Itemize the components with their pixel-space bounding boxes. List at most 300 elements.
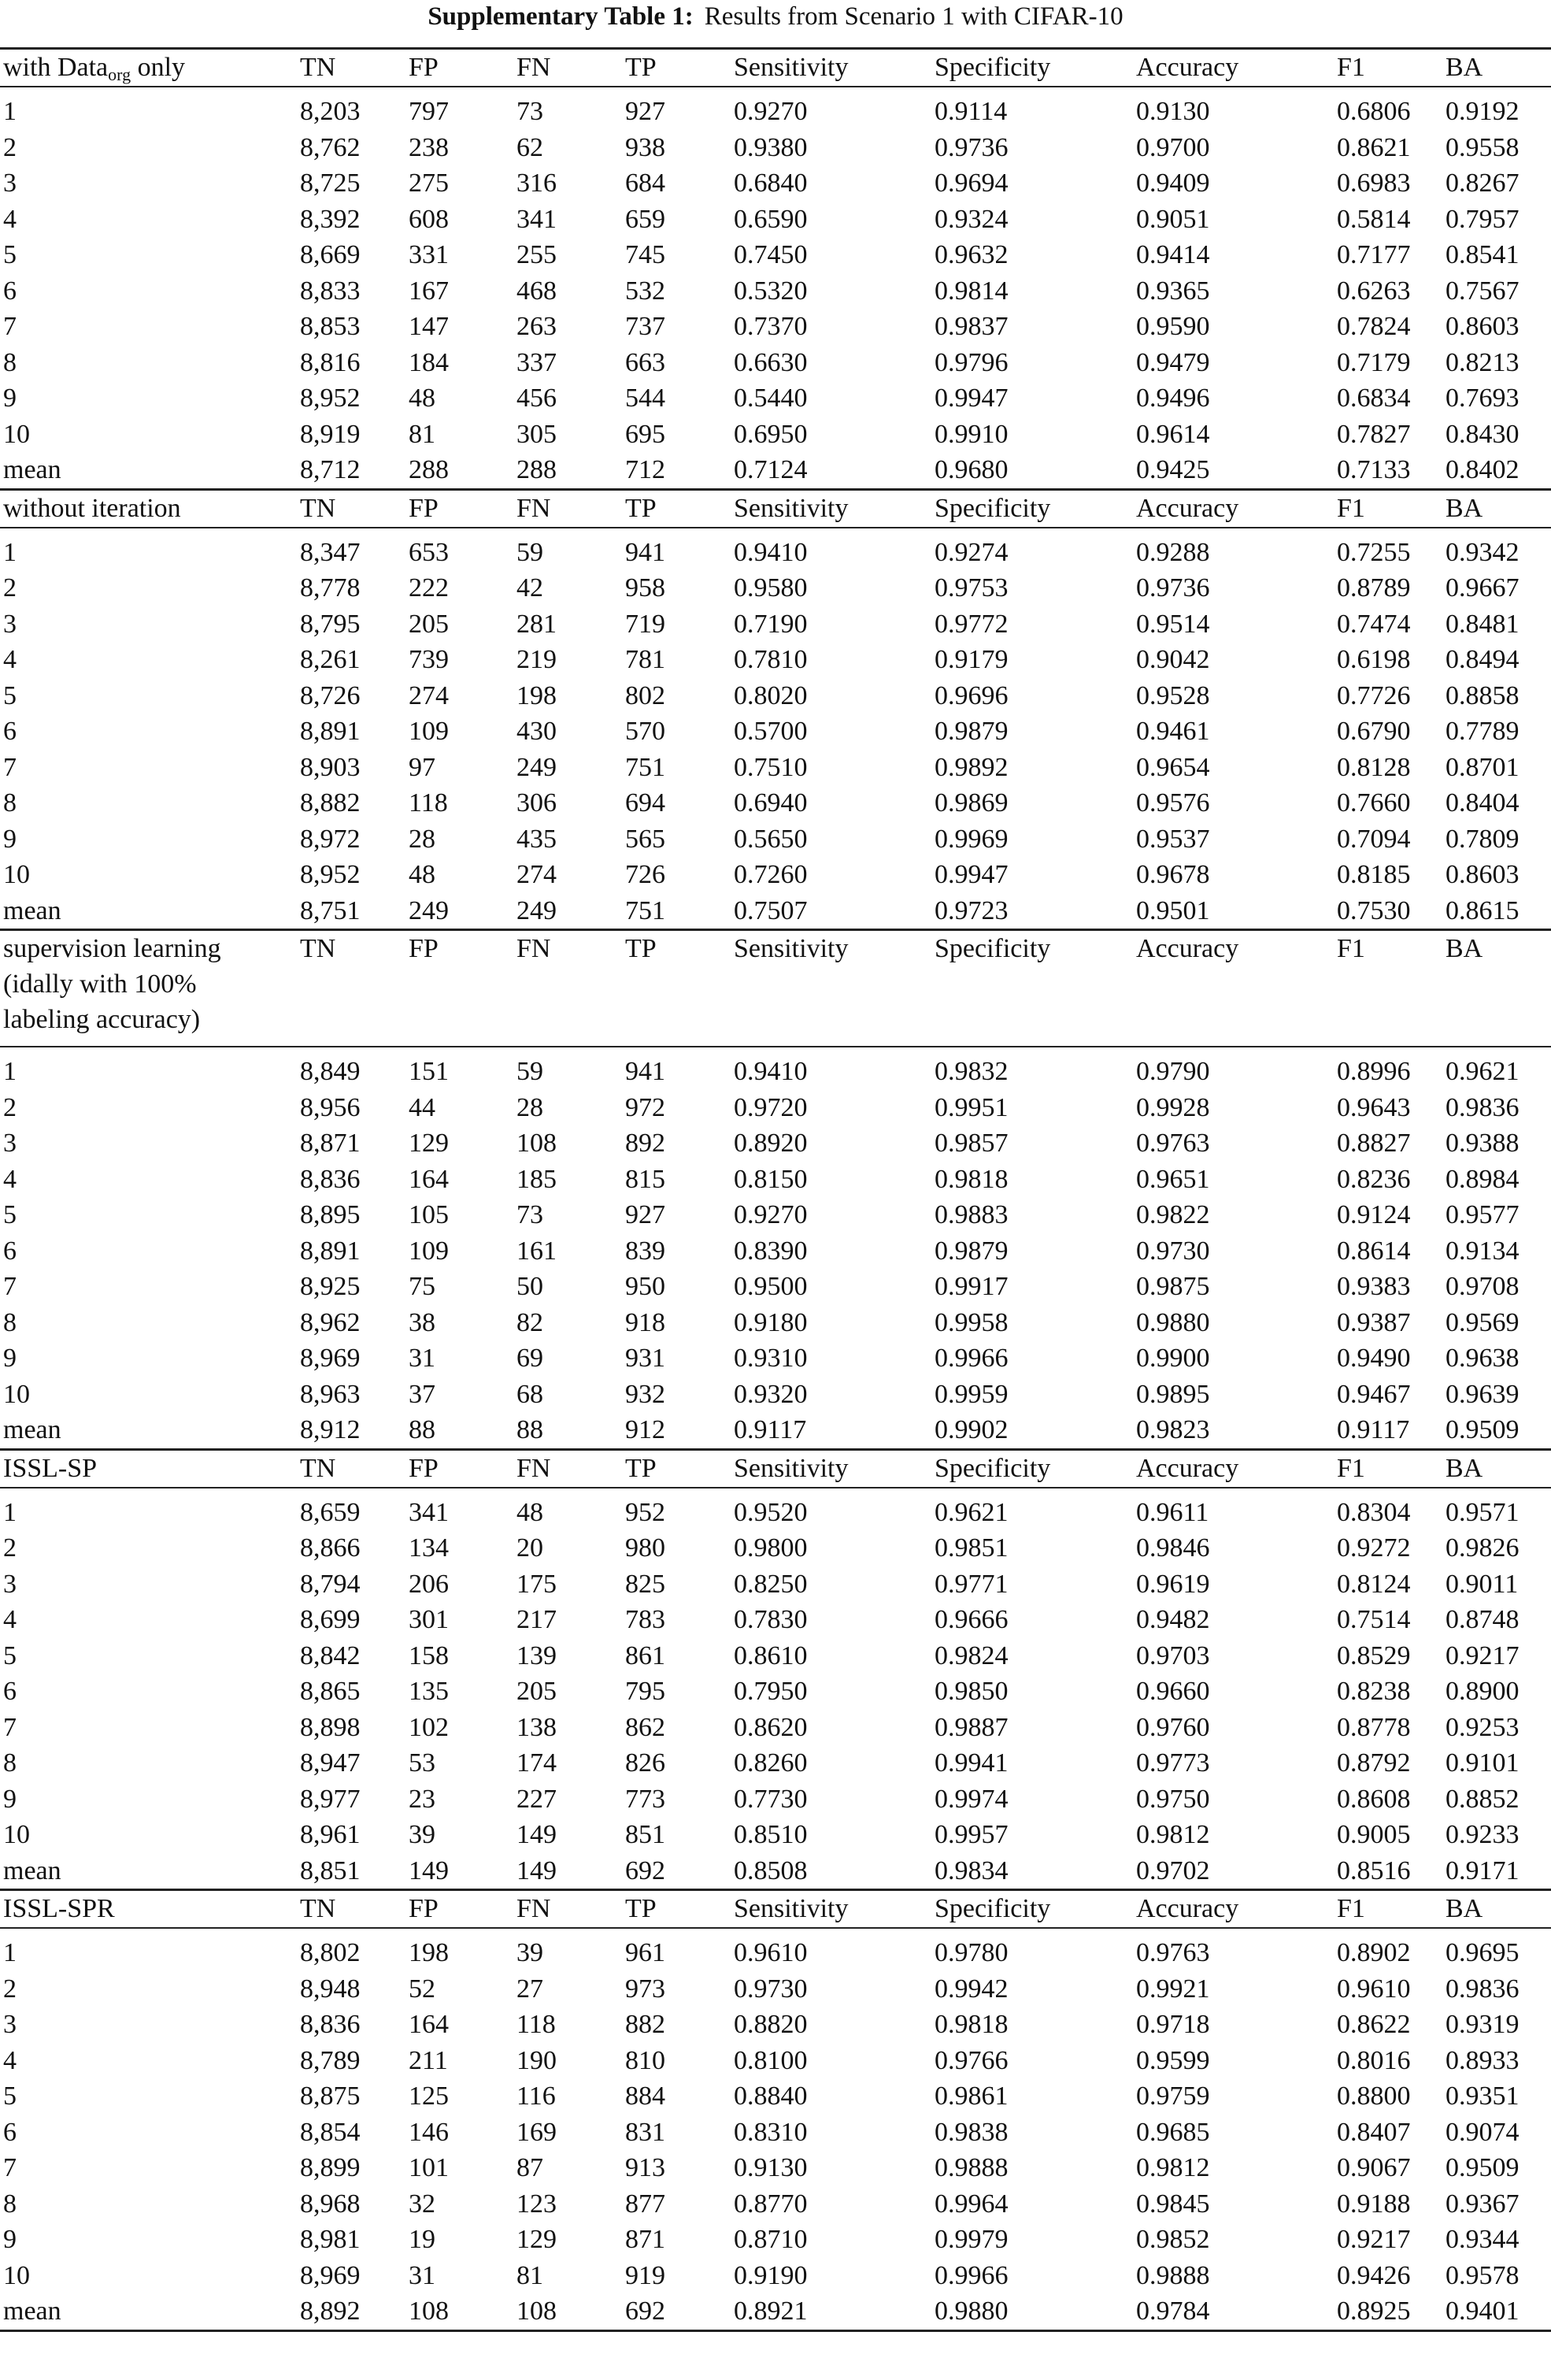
cell-ba: 0.8615 [1446, 895, 1520, 925]
cell-specificity: 0.9917 [935, 1272, 1009, 1301]
cell-ba: 0.9836 [1446, 1974, 1520, 2004]
cell-fp: 135 [409, 1677, 449, 1706]
section-title: ISSL-SP [3, 1453, 98, 1483]
cell-sensitivity: 0.9500 [734, 1272, 808, 1301]
column-header-fn: FN [516, 493, 551, 523]
cell-tn: 8,977 [300, 1784, 361, 1814]
cell-sensitivity: 0.8710 [734, 2225, 808, 2254]
cell-sensitivity: 0.7507 [734, 895, 808, 925]
cell-fp: 105 [409, 1200, 449, 1229]
cell-ba: 0.8494 [1446, 645, 1520, 674]
cell-ba: 0.9578 [1446, 2260, 1520, 2290]
cell-sensitivity: 0.8100 [734, 2045, 808, 2075]
cell-f1: 0.8902 [1337, 1938, 1411, 1967]
cell-fp: 653 [409, 537, 449, 567]
cell-accuracy: 0.9875 [1136, 1272, 1210, 1301]
cell-fn: 139 [516, 1640, 557, 1670]
cell-ba: 0.9342 [1446, 537, 1520, 567]
cell-specificity: 0.9838 [935, 2117, 1009, 2147]
table-row [0, 1638, 1551, 1674]
cell-tn: 8,854 [300, 2117, 361, 2147]
cell-accuracy: 0.9759 [1136, 2082, 1210, 2111]
mean-row [0, 2293, 1551, 2330]
table-row [0, 750, 1551, 786]
cell-fp: 288 [409, 455, 449, 484]
cell-tp: 826 [625, 1748, 665, 1778]
cell-accuracy: 0.9823 [1136, 1415, 1210, 1444]
cell-tp: 751 [625, 752, 665, 782]
cell-ba: 0.9667 [1446, 573, 1520, 602]
cell-sensitivity: 0.8840 [734, 2082, 808, 2111]
cell-tn: 8,751 [300, 895, 361, 925]
cell-specificity: 0.9959 [935, 1379, 1009, 1409]
cell-accuracy: 0.9654 [1136, 752, 1210, 782]
cell-tn: 8,972 [300, 824, 361, 854]
table-row [0, 2222, 1551, 2258]
cell-accuracy: 0.9461 [1136, 717, 1210, 746]
cell-ba: 0.9401 [1446, 2297, 1520, 2326]
cell-ba: 0.8267 [1446, 169, 1520, 198]
cell-specificity: 0.9883 [935, 1200, 1009, 1229]
cell-specificity: 0.9958 [935, 1307, 1009, 1337]
cell-tn: 8,947 [300, 1748, 361, 1778]
cell-accuracy: 0.9822 [1136, 1200, 1210, 1229]
cell-ba: 0.8603 [1446, 312, 1520, 341]
cell-fp: 75 [409, 1272, 435, 1301]
column-header-accuracy: Accuracy [1136, 493, 1239, 523]
cell-tp: 694 [625, 788, 665, 817]
row-label: 2 [3, 573, 17, 602]
cell-sensitivity: 0.9180 [734, 1307, 808, 1337]
cell-ba: 0.8213 [1446, 347, 1520, 377]
cell-fn: 48 [516, 1497, 543, 1527]
cell-accuracy: 0.9365 [1136, 276, 1210, 306]
cell-accuracy: 0.9409 [1136, 169, 1210, 198]
table-row [0, 1162, 1551, 1198]
section-header [0, 50, 1551, 87]
cell-fp: 53 [409, 1748, 435, 1778]
cell-fp: 211 [409, 2045, 448, 2075]
cell-f1: 0.8516 [1337, 1855, 1411, 1885]
cell-fp: 151 [409, 1057, 449, 1086]
cell-accuracy: 0.9703 [1136, 1640, 1210, 1670]
cell-tn: 8,981 [300, 2225, 361, 2254]
cell-tp: 973 [625, 1974, 665, 2004]
cell-fn: 108 [516, 1129, 557, 1158]
cell-specificity: 0.9902 [935, 1415, 1009, 1444]
cell-accuracy: 0.9763 [1136, 1129, 1210, 1158]
cell-f1: 0.7660 [1337, 788, 1411, 817]
table-row [0, 2150, 1551, 2186]
cell-tn: 8,952 [300, 384, 361, 413]
table-row [0, 535, 1551, 571]
cell-sensitivity: 0.7830 [734, 1605, 808, 1634]
cell-specificity: 0.9696 [935, 680, 1009, 710]
cell-tp: 861 [625, 1640, 665, 1670]
cell-sensitivity: 0.9730 [734, 1974, 808, 2004]
cell-fn: 316 [516, 169, 557, 198]
cell-tp: 810 [625, 2045, 665, 2075]
cell-tp: 781 [625, 645, 665, 674]
cell-fn: 69 [516, 1344, 543, 1373]
cell-fn: 255 [516, 240, 557, 269]
cell-f1: 0.8238 [1337, 1677, 1411, 1706]
cell-fp: 739 [409, 645, 449, 674]
row-label: 5 [3, 1640, 17, 1670]
column-header-ba: BA [1446, 53, 1483, 82]
column-header-tn: TN [300, 493, 336, 523]
cell-accuracy: 0.9852 [1136, 2225, 1210, 2254]
column-header-ba: BA [1446, 1894, 1483, 1923]
cell-fn: 129 [516, 2225, 557, 2254]
cell-specificity: 0.9947 [935, 384, 1009, 413]
row-label: 8 [3, 788, 17, 817]
cell-accuracy: 0.9619 [1136, 1569, 1210, 1599]
cell-fn: 274 [516, 860, 557, 889]
cell-specificity: 0.9969 [935, 824, 1009, 854]
cell-fn: 161 [516, 1236, 557, 1266]
cell-tn: 8,802 [300, 1938, 361, 1967]
cell-fp: 164 [409, 2010, 449, 2039]
cell-fn: 249 [516, 895, 557, 925]
cell-tp: 839 [625, 1236, 665, 1266]
cell-tn: 8,762 [300, 132, 361, 162]
cell-f1: 0.9490 [1337, 1344, 1411, 1373]
row-label: 10 [3, 419, 30, 449]
row-label: 10 [3, 1820, 30, 1849]
cell-f1: 0.7514 [1337, 1605, 1411, 1634]
cell-ba: 0.9101 [1446, 1748, 1520, 1778]
column-header-sensitivity: Sensitivity [734, 1453, 849, 1483]
row-label: 3 [3, 1569, 17, 1599]
cell-specificity: 0.9632 [935, 240, 1009, 269]
cell-tn: 8,261 [300, 645, 361, 674]
cell-tp: 892 [625, 1129, 665, 1158]
header-row [0, 491, 1551, 527]
cell-tn: 8,891 [300, 717, 361, 746]
cell-f1: 0.8614 [1337, 1236, 1411, 1266]
section-header [0, 491, 1551, 528]
cell-f1: 0.8304 [1337, 1497, 1411, 1527]
cell-tp: 692 [625, 1855, 665, 1885]
cell-tn: 8,849 [300, 1057, 361, 1086]
column-header-f1: F1 [1337, 1453, 1365, 1483]
cell-sensitivity: 0.9130 [734, 2153, 808, 2182]
table-row [0, 1377, 1551, 1413]
caption-label: Supplementary Table 1: [428, 2, 694, 31]
cell-fp: 102 [409, 1712, 449, 1742]
cell-sensitivity: 0.7810 [734, 645, 808, 674]
cell-ba: 0.7789 [1446, 717, 1520, 746]
cell-accuracy: 0.9660 [1136, 1677, 1210, 1706]
cell-tn: 8,712 [300, 455, 361, 484]
table-row [0, 1971, 1551, 2007]
cell-f1: 0.7094 [1337, 824, 1411, 854]
cell-fp: 129 [409, 1129, 449, 1158]
row-label: 1 [3, 1497, 17, 1527]
cell-fn: 82 [516, 1307, 543, 1337]
cell-fn: 198 [516, 680, 557, 710]
cell-sensitivity: 0.6630 [734, 347, 808, 377]
table-row [0, 202, 1551, 238]
cell-sensitivity: 0.9580 [734, 573, 808, 602]
table-row [0, 785, 1551, 821]
column-header-f1: F1 [1337, 934, 1365, 963]
column-header-ba: BA [1446, 1453, 1483, 1483]
row-label: 8 [3, 347, 17, 377]
row-label: 7 [3, 1712, 17, 1742]
cell-tp: 825 [625, 1569, 665, 1599]
cell-f1: 0.7824 [1337, 312, 1411, 341]
cell-tn: 8,836 [300, 1164, 361, 1194]
table-row [0, 1090, 1551, 1126]
cell-tn: 8,956 [300, 1092, 361, 1122]
cell-accuracy: 0.9718 [1136, 2010, 1210, 2039]
cell-sensitivity: 0.9380 [734, 132, 808, 162]
row-label: mean [3, 1855, 61, 1885]
cell-accuracy: 0.9750 [1136, 1784, 1210, 1814]
cell-ba: 0.8984 [1446, 1164, 1520, 1194]
column-header-f1: F1 [1337, 493, 1365, 523]
cell-fn: 20 [516, 1533, 543, 1563]
cell-ba: 0.8430 [1446, 419, 1520, 449]
cell-fp: 222 [409, 573, 449, 602]
table-section [0, 47, 1551, 488]
cell-ba: 0.9134 [1446, 1236, 1520, 1266]
cell-specificity: 0.9771 [935, 1569, 1009, 1599]
section-title: without iteration [3, 493, 181, 523]
row-label: 1 [3, 1057, 17, 1086]
column-header-fn: FN [516, 934, 551, 963]
section-header [0, 1451, 1551, 1488]
cell-accuracy: 0.9812 [1136, 1820, 1210, 1849]
table-row [0, 2115, 1551, 2151]
cell-sensitivity: 0.5650 [734, 824, 808, 854]
row-label: 2 [3, 132, 17, 162]
row-label: 2 [3, 1092, 17, 1122]
cell-fp: 274 [409, 680, 449, 710]
cell-fp: 146 [409, 2117, 449, 2147]
cell-fp: 158 [409, 1640, 449, 1670]
table-row [0, 2258, 1551, 2294]
cell-tn: 8,919 [300, 419, 361, 449]
cell-accuracy: 0.9846 [1136, 1533, 1210, 1563]
cell-ba: 0.9577 [1446, 1200, 1520, 1229]
cell-accuracy: 0.9900 [1136, 1344, 1210, 1373]
cell-tn: 8,969 [300, 1344, 361, 1373]
cell-accuracy: 0.9678 [1136, 860, 1210, 889]
cell-f1: 0.9124 [1337, 1200, 1411, 1229]
cell-ba: 0.9708 [1446, 1272, 1520, 1301]
cell-ba: 0.8404 [1446, 788, 1520, 817]
cell-fn: 28 [516, 1092, 543, 1122]
table-row [0, 1197, 1551, 1233]
cell-tn: 8,726 [300, 680, 361, 710]
table-row [0, 309, 1551, 345]
cell-tp: 952 [625, 1497, 665, 1527]
row-label: 9 [3, 2225, 17, 2254]
table-section [0, 488, 1551, 929]
cell-tn: 8,948 [300, 1974, 361, 2004]
cell-specificity: 0.9974 [935, 1784, 1009, 1814]
cell-accuracy: 0.9928 [1136, 1092, 1210, 1122]
cell-tp: 795 [625, 1677, 665, 1706]
cell-fp: 32 [409, 2189, 435, 2219]
table-row [0, 1340, 1551, 1377]
cell-fp: 81 [409, 419, 435, 449]
cell-f1: 0.8124 [1337, 1569, 1411, 1599]
cell-tn: 8,203 [300, 97, 361, 126]
cell-fp: 275 [409, 169, 449, 198]
cell-ba: 0.9192 [1446, 97, 1520, 126]
cell-sensitivity: 0.7190 [734, 609, 808, 639]
cell-tp: 737 [625, 312, 665, 341]
cell-fp: 48 [409, 860, 435, 889]
row-label: 10 [3, 1379, 30, 1409]
column-header-accuracy: Accuracy [1136, 1453, 1239, 1483]
cell-fp: 23 [409, 1784, 435, 1814]
cell-sensitivity: 0.8820 [734, 2010, 808, 2039]
cell-fn: 456 [516, 384, 557, 413]
row-label: 4 [3, 204, 17, 234]
column-header-fp: FP [409, 1453, 439, 1483]
cell-sensitivity: 0.8390 [734, 1236, 808, 1266]
row-label: 3 [3, 169, 17, 198]
cell-ba: 0.8852 [1446, 1784, 1520, 1814]
cell-tn: 8,853 [300, 312, 361, 341]
cell-specificity: 0.9824 [935, 1640, 1009, 1670]
cell-fn: 190 [516, 2045, 557, 2075]
column-header-fn: FN [516, 1894, 551, 1923]
cell-f1: 0.9610 [1337, 1974, 1411, 2004]
table-row [0, 380, 1551, 417]
cell-specificity: 0.9818 [935, 2010, 1009, 2039]
cell-sensitivity: 0.8150 [734, 1164, 808, 1194]
cell-fp: 164 [409, 1164, 449, 1194]
cell-sensitivity: 0.5440 [734, 384, 808, 413]
row-label: 7 [3, 312, 17, 341]
cell-sensitivity: 0.6950 [734, 419, 808, 449]
cell-sensitivity: 0.8620 [734, 1712, 808, 1742]
cell-fn: 138 [516, 1712, 557, 1742]
cell-fn: 59 [516, 537, 543, 567]
cell-accuracy: 0.9482 [1136, 1605, 1210, 1634]
cell-f1: 0.6806 [1337, 97, 1411, 126]
cell-tp: 980 [625, 1533, 665, 1563]
cell-f1: 0.6834 [1337, 384, 1411, 413]
row-label: 9 [3, 384, 17, 413]
cell-tn: 8,952 [300, 860, 361, 889]
row-label: 1 [3, 1938, 17, 1967]
table-row [0, 1305, 1551, 1341]
column-header-tn: TN [300, 934, 336, 963]
cell-ba: 0.9367 [1446, 2189, 1520, 2219]
column-header-sensitivity: Sensitivity [734, 1894, 849, 1923]
cell-tn: 8,898 [300, 1712, 361, 1742]
column-header-tp: TP [625, 1453, 657, 1483]
table-row [0, 2007, 1551, 2043]
cell-accuracy: 0.9479 [1136, 347, 1210, 377]
cell-ba: 0.9571 [1446, 1497, 1520, 1527]
cell-fn: 341 [516, 204, 557, 234]
cell-tn: 8,669 [300, 240, 361, 269]
cell-f1: 0.6198 [1337, 645, 1411, 674]
cell-ba: 0.9388 [1446, 1129, 1520, 1158]
cell-fn: 123 [516, 2189, 557, 2219]
row-label: 4 [3, 645, 17, 674]
cell-specificity: 0.9888 [935, 2153, 1009, 2182]
table-row [0, 1495, 1551, 1531]
column-header-specificity: Specificity [935, 1894, 1051, 1923]
row-label: 6 [3, 1236, 17, 1266]
cell-f1: 0.7179 [1337, 347, 1411, 377]
cell-f1: 0.5814 [1337, 204, 1411, 234]
cell-tp: 532 [625, 276, 665, 306]
cell-tp: 851 [625, 1820, 665, 1849]
cell-tp: 950 [625, 1272, 665, 1301]
row-label: 2 [3, 1533, 17, 1563]
table-row [0, 1530, 1551, 1566]
cell-f1: 0.8778 [1337, 1712, 1411, 1742]
cell-fn: 42 [516, 573, 543, 602]
cell-ba: 0.8541 [1446, 240, 1520, 269]
cell-ba: 0.7567 [1446, 276, 1520, 306]
cell-specificity: 0.9837 [935, 312, 1009, 341]
cell-tp: 684 [625, 169, 665, 198]
cell-fn: 435 [516, 824, 557, 854]
cell-f1: 0.7530 [1337, 895, 1411, 925]
column-header-tp: TP [625, 493, 657, 523]
cell-specificity: 0.9766 [935, 2045, 1009, 2075]
table-row [0, 2078, 1551, 2115]
cell-fn: 227 [516, 1784, 557, 1814]
cell-sensitivity: 0.8310 [734, 2117, 808, 2147]
cell-specificity: 0.9966 [935, 2260, 1009, 2290]
column-header-specificity: Specificity [935, 934, 1051, 963]
cell-tp: 565 [625, 824, 665, 854]
cell-specificity: 0.9680 [935, 455, 1009, 484]
table-row [0, 2043, 1551, 2079]
row-label: 9 [3, 824, 17, 854]
cell-accuracy: 0.9845 [1136, 2189, 1210, 2219]
cell-tn: 8,789 [300, 2045, 361, 2075]
cell-tp: 695 [625, 419, 665, 449]
cell-fn: 50 [516, 1272, 543, 1301]
cell-accuracy: 0.9895 [1136, 1379, 1210, 1409]
table-row [0, 1710, 1551, 1746]
table-row [0, 345, 1551, 381]
cell-accuracy: 0.9501 [1136, 895, 1210, 925]
cell-specificity: 0.9324 [935, 204, 1009, 234]
column-header-fp: FP [409, 493, 439, 523]
cell-sensitivity: 0.9270 [734, 97, 808, 126]
cell-fp: 38 [409, 1307, 435, 1337]
cell-ba: 0.9253 [1446, 1712, 1520, 1742]
cell-specificity: 0.9772 [935, 609, 1009, 639]
cell-tp: 931 [625, 1344, 665, 1373]
cell-accuracy: 0.9514 [1136, 609, 1210, 639]
column-header-tp: TP [625, 934, 657, 963]
cell-accuracy: 0.9760 [1136, 1712, 1210, 1742]
row-label: 4 [3, 1164, 17, 1194]
cell-accuracy: 0.9599 [1136, 2045, 1210, 2075]
cell-accuracy: 0.9773 [1136, 1748, 1210, 1778]
table-row [0, 1269, 1551, 1305]
cell-fp: 147 [409, 312, 449, 341]
cell-tn: 8,794 [300, 1569, 361, 1599]
cell-fn: 88 [516, 1415, 543, 1444]
row-label: 10 [3, 860, 30, 889]
